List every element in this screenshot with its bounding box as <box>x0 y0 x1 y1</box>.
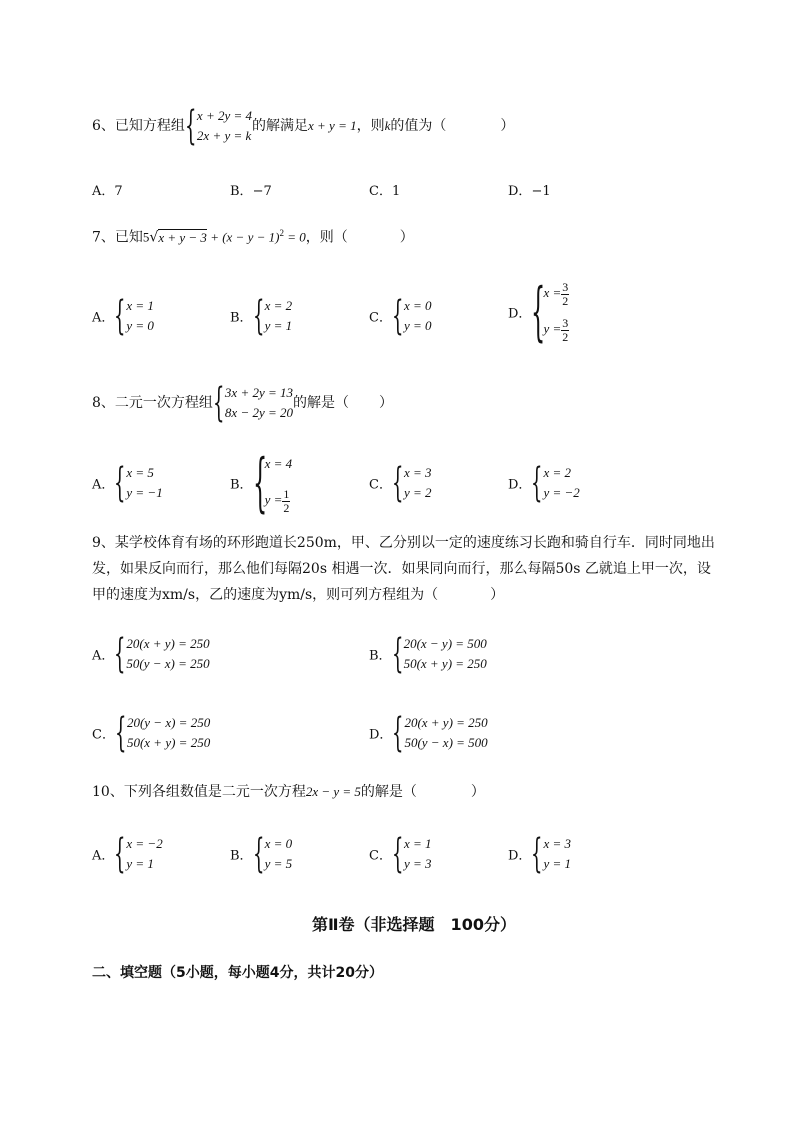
q6-option-b: B．−7 <box>230 184 272 199</box>
q7-option-d: D． { x = $\frac{3}{2}$ y = $\frac{3}{2}$ <box>508 275 569 349</box>
question-10 <box>92 785 485 799</box>
q6-eq1: x + 2y = 4 <box>196 108 253 123</box>
q8-option-c: C． { x = 3 y = 2 <box>369 460 432 506</box>
q7-option-c: C． { x = 0 y = 0 <box>369 293 432 339</box>
q7-radicand: x + y − 3 <box>158 229 207 245</box>
question-8 <box>92 380 394 426</box>
q6-option-d: D．−1 <box>508 184 551 199</box>
q9-line3: 甲的速度为xm/s，乙的速度为ym/s，则可列方程组为（ ） <box>92 587 505 603</box>
q10-option-c: C． { x = 1 y = 3 <box>369 831 432 877</box>
q10-prefix: 10、下列各组数值是二元一次方程 <box>92 784 306 800</box>
q6-var: k <box>384 118 391 133</box>
q7-sqrt-icon: √ <box>149 229 159 246</box>
section-title: 第Ⅱ卷（非选择题 100分） <box>312 915 516 934</box>
q10-suffix: 的解是（ <box>360 784 417 800</box>
q7-power: 2 <box>279 228 284 238</box>
q6-suffix2: 的值为（ <box>390 118 447 134</box>
section-subtitle: 二、填空题（5小题，每小题4分，共计20分） <box>92 965 383 981</box>
q7-blank-close: ） <box>399 229 414 246</box>
q9-option-c: C． { 20(y − x) = 250 50(x + y) = 250 <box>92 710 211 756</box>
q8-option-d: D． { x = 2 y = −2 <box>508 460 580 506</box>
q6-middle: 的解满足 <box>252 118 309 134</box>
q7-option-a: A． { x = 1 y = 0 <box>92 293 154 339</box>
q6-option-a: A．7 <box>92 184 123 199</box>
q7-option-b: B． { x = 2 y = 1 <box>230 293 293 339</box>
q8-eq1: 3x + 2y = 13 <box>224 385 294 400</box>
question-7 <box>92 229 414 245</box>
q8-eq2: 8x − 2y = 20 <box>224 405 294 420</box>
q6-option-c: C．1 <box>369 184 401 199</box>
q6-prefix: 6、已知方程组 <box>92 118 185 134</box>
q6-suffix1: ，则 <box>356 118 385 134</box>
q6-eq2: 2x + y = k <box>196 128 252 143</box>
q6-blank-close: ） <box>500 118 515 134</box>
q7-prefix: 7、已知 <box>92 229 143 246</box>
q8-option-b: B． { x = 4 y = $\frac{1}{2}$ <box>230 446 293 520</box>
q6-system: { x + 2y = 4 2x + y = k <box>184 103 253 149</box>
q9-option-b: B． { 20(x − y) = 500 50(x + y) = 250 <box>369 631 487 677</box>
q7-plus: + (x − y − 1) <box>206 229 280 245</box>
q8-blank-close: ） <box>379 395 394 411</box>
q9-line1: 9、某学校体育有场的环形跑道长250m，甲、乙分别以一定的速度练习长跑和骑自行车．同时同地出 <box>92 535 715 551</box>
q6-condition: x + y = 1 <box>308 118 357 133</box>
q10-option-a: A． { x = −2 y = 1 <box>92 831 163 877</box>
q10-option-d: D． { x = 3 y = 1 <box>508 831 571 877</box>
q9-option-a: A． { 20(x + y) = 250 50(y − x) = 250 <box>92 631 210 677</box>
q10-option-b: B． { x = 0 y = 5 <box>230 831 293 877</box>
q10-blank-close: ） <box>470 784 485 800</box>
q8-suffix: 的解是（ <box>293 395 350 411</box>
q8-option-a: A． { x = 5 y = −1 <box>92 460 163 506</box>
q9-option-d: D． { 20(x + y) = 250 50(y − x) = 500 <box>369 710 488 756</box>
q7-coef: 5 <box>142 229 150 245</box>
q7-suffix: ，则（ <box>305 229 348 246</box>
q8-system: { 3x + 2y = 13 8x − 2y = 20 <box>212 380 294 426</box>
question-9 <box>92 530 782 608</box>
q10-equation: 2x − y = 5 <box>305 784 361 799</box>
q8-prefix: 8、二元一次方程组 <box>92 395 213 411</box>
q7-equals: = 0 <box>283 229 306 245</box>
question-6 <box>92 103 515 149</box>
q9-line2: 发，如果反向而行，那么他们每隔20s 相遇一次．如果同向而行，那么每隔50s 乙就追上甲一次，设 <box>92 561 711 577</box>
